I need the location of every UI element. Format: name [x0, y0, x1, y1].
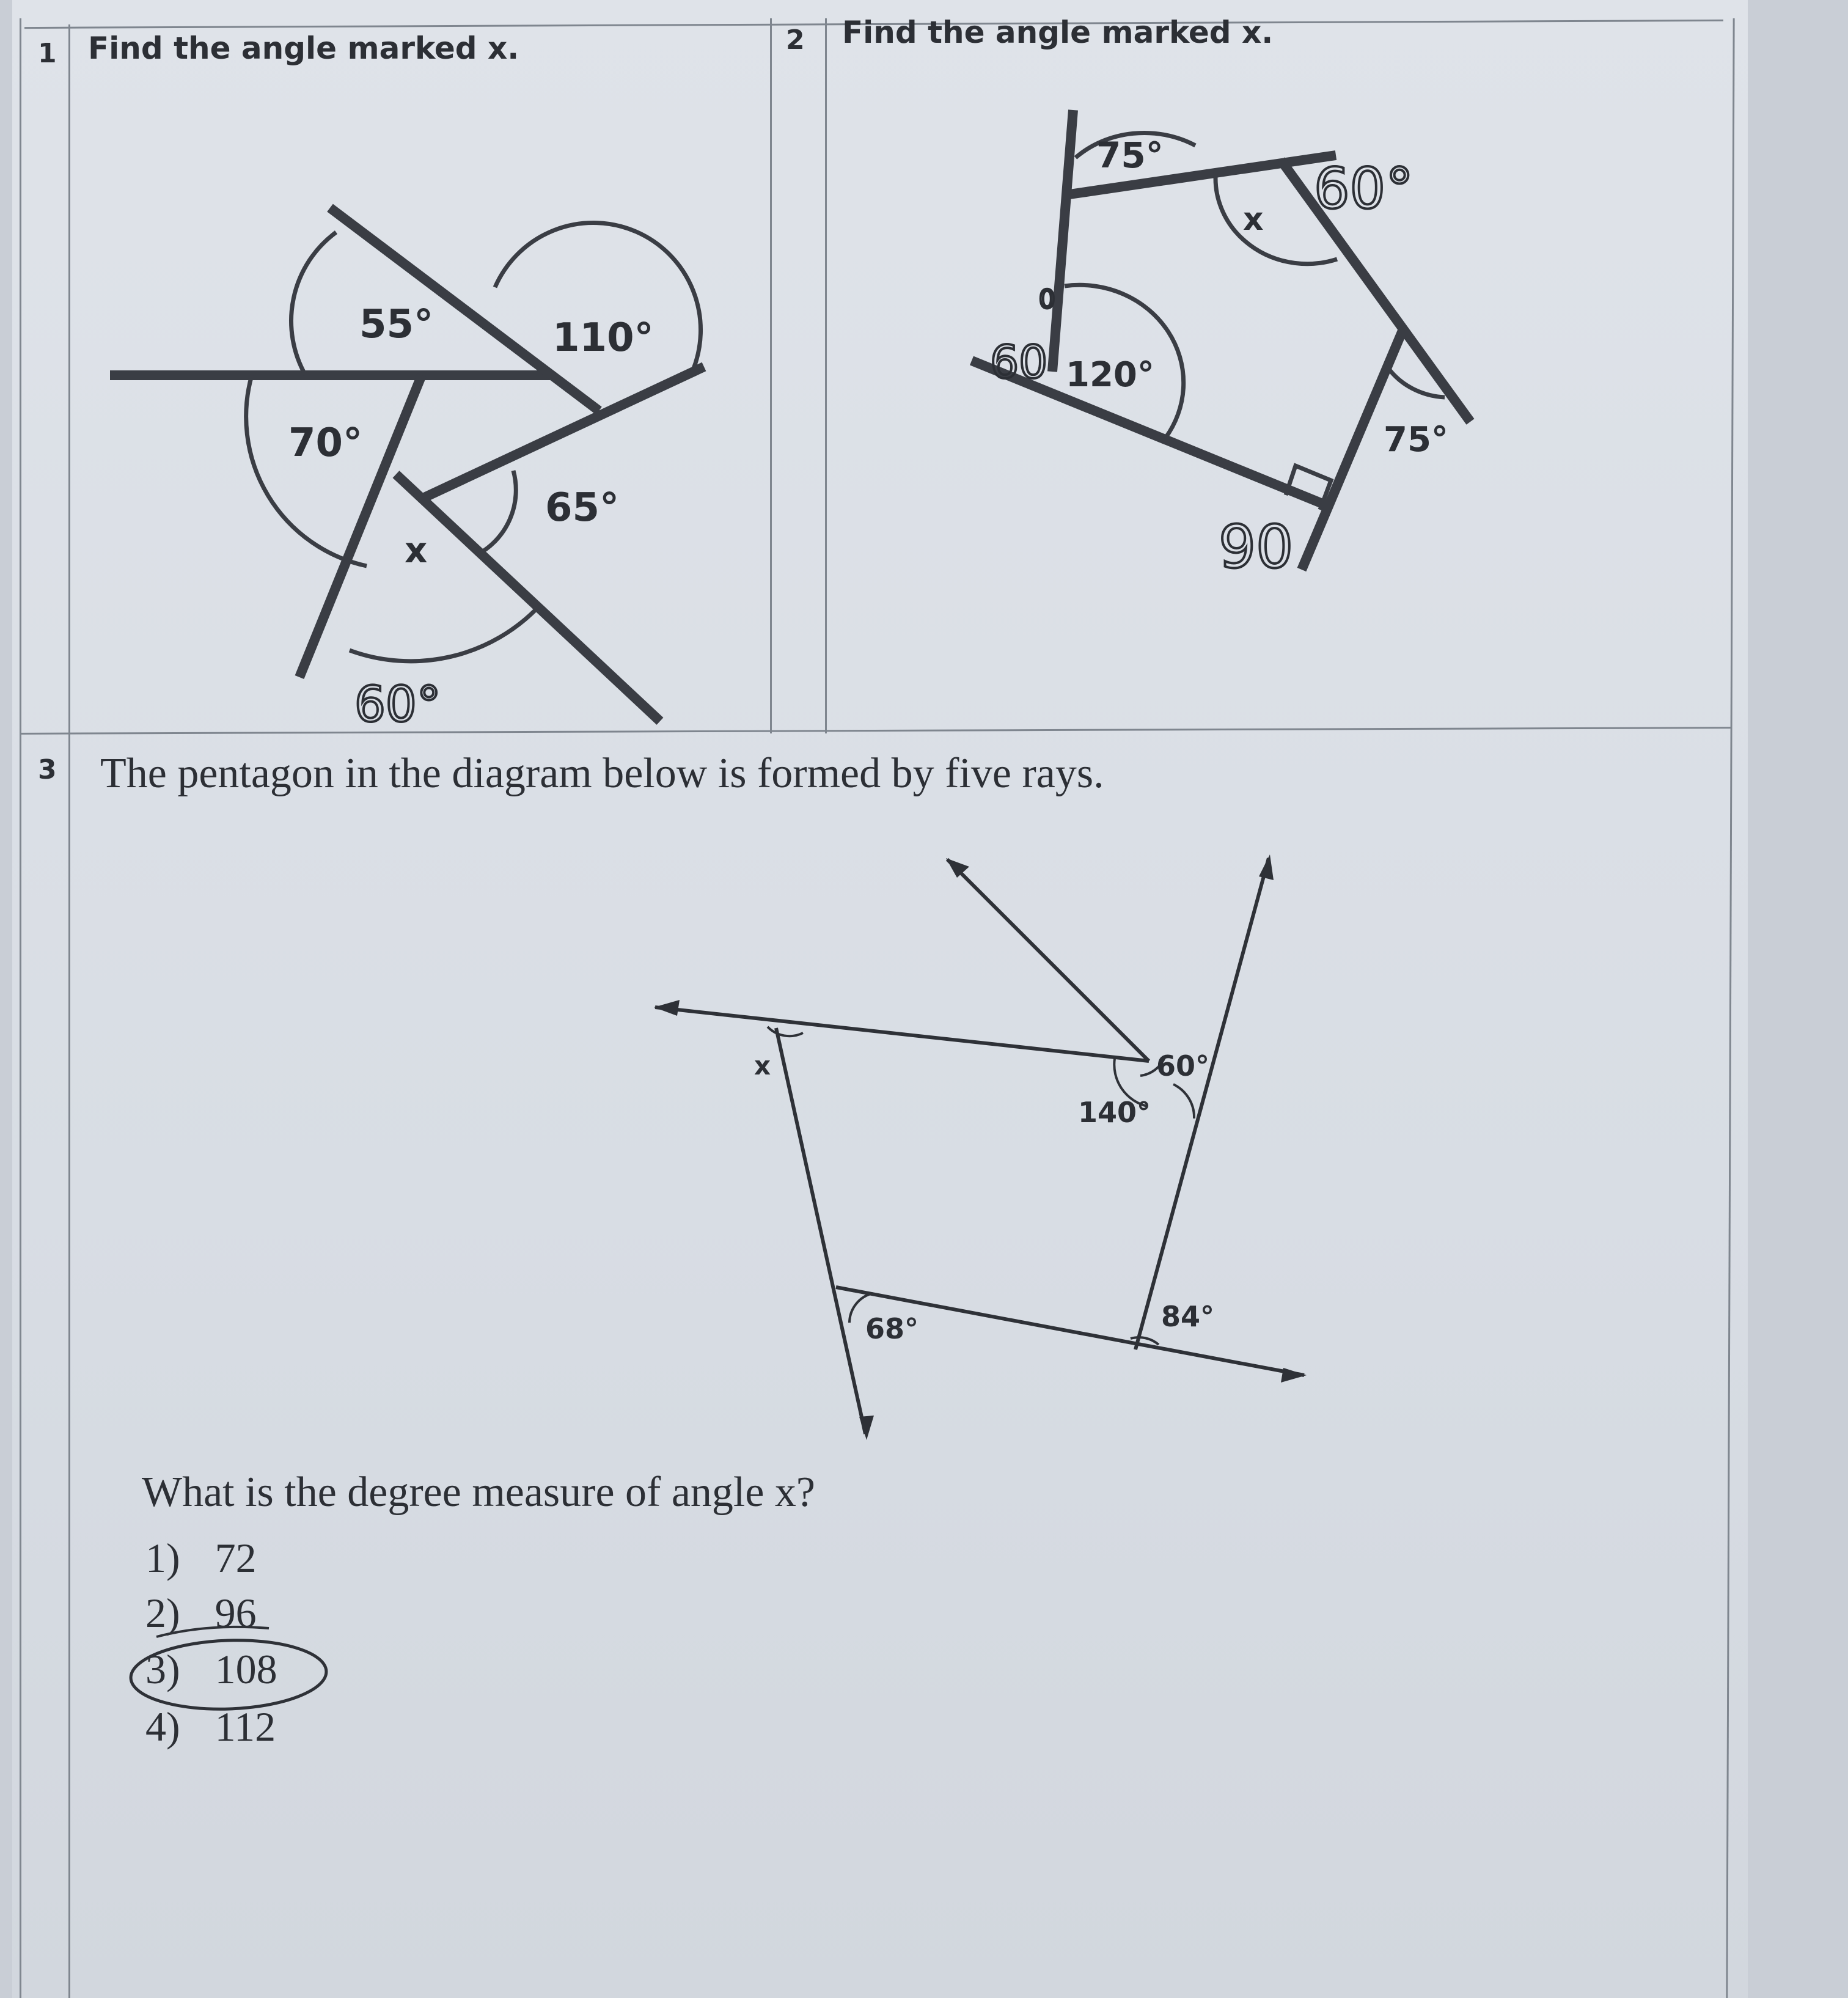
q2-angle-120: 120° — [1066, 355, 1154, 395]
q1-angle-x: x — [405, 529, 428, 571]
q3-angle-x: x — [754, 1051, 771, 1081]
choice-3-label: 3) — [145, 1646, 180, 1692]
q1-handwritten-60: 60° — [354, 676, 441, 733]
q3-angle-140: 140° — [1078, 1096, 1151, 1129]
q1-angle-65: 65° — [545, 485, 620, 531]
selected-choice-circle — [12, 0, 1848, 1998]
question-3-number: 3 — [38, 754, 57, 785]
q2-handwritten-60-left: 60 — [990, 336, 1048, 389]
choice-3-value: 108 — [215, 1646, 277, 1692]
q3-angle-84: 84° — [1161, 1300, 1215, 1333]
q2-handwritten-0: 0 — [1039, 284, 1055, 314]
worksheet-page — [12, 0, 1748, 1998]
choice-2-value: 96 — [215, 1590, 257, 1636]
question-3-question: What is the degree measure of angle x? — [142, 1469, 815, 1516]
q2-handwritten-60-top: 60° — [1314, 156, 1414, 221]
q3-angle-68: 68° — [865, 1312, 919, 1345]
q2-handwritten-90: 90 — [1219, 513, 1294, 581]
question-3-prompt: The pentagon in the diagram below is formed by five rays. — [100, 750, 1104, 797]
q1-angle-110: 110° — [552, 315, 654, 361]
q2-angle-75-right: 75° — [1384, 420, 1448, 460]
q3-angle-60: 60° — [1156, 1049, 1210, 1082]
question-1-prompt: Find the angle marked x. — [88, 31, 519, 66]
question-2-number: 2 — [786, 24, 805, 56]
q2-angle-x: x — [1243, 201, 1264, 238]
q1-angle-55: 55° — [359, 302, 434, 347]
q1-angle-70: 70° — [288, 421, 363, 466]
q2-angle-75-top: 75° — [1096, 134, 1164, 176]
choice-1-value: 72 — [215, 1535, 257, 1581]
choice-2-label: 2) — [145, 1590, 180, 1636]
choice-4-value: 112 — [215, 1703, 276, 1750]
question-1-number: 1 — [38, 38, 57, 69]
choice-4-label: 4) — [145, 1703, 180, 1750]
question-2-prompt: Find the angle marked x. — [842, 15, 1274, 50]
choice-1-label: 1) — [145, 1535, 180, 1581]
